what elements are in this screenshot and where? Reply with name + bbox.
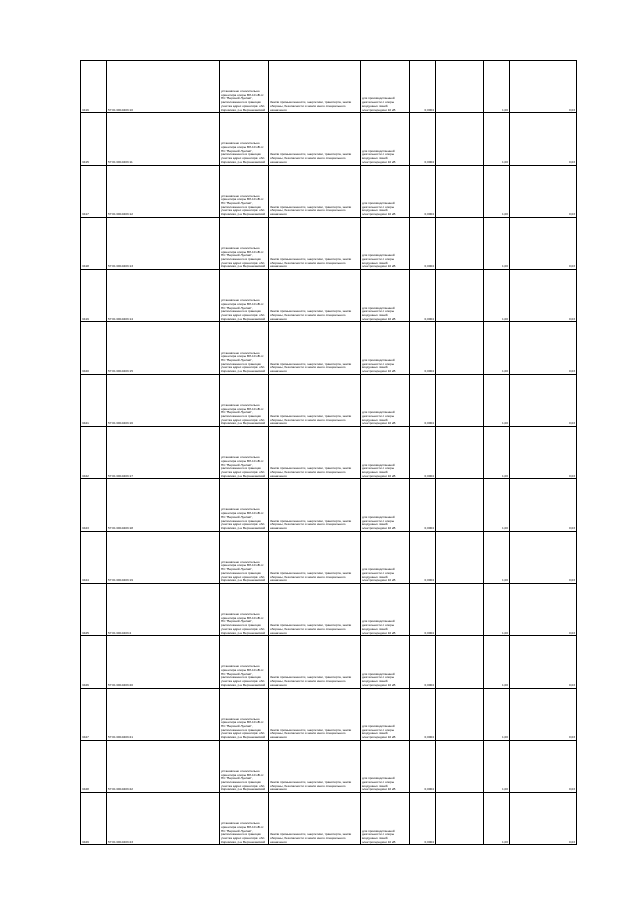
rate-value: 0,03	[510, 531, 577, 583]
table-row	[81, 583, 577, 635]
table-row	[81, 793, 577, 845]
rate-value: 0,03	[510, 583, 577, 635]
table-row	[81, 740, 577, 792]
rate-value: 0,03	[510, 427, 577, 479]
empty-cell	[436, 270, 484, 322]
table-row	[81, 322, 577, 374]
land-category: Земли промышленности, энергетики, транспорта, земли обороны, безопасности и земли иного специального назначения	[269, 217, 361, 269]
empty-cell	[436, 322, 484, 374]
plot-address: установлено относительно ориентира опоры ВЛ-10 кВ от ПС "Верхний Луклав", расположенного в границах участка адрес ориентира: обл. Кировская, р-н Верхнекамский	[220, 61, 269, 113]
empty-cell	[436, 583, 484, 635]
land-category: Земли промышленности, энергетики, транспорта, земли обороны, безопасности и земли иного специального назначения	[269, 531, 361, 583]
rate-value: 0,03	[510, 165, 577, 217]
empty-cell	[436, 740, 484, 792]
row-number: 3428	[81, 740, 107, 792]
plot-area: 0,0004	[410, 270, 436, 322]
empty-cell	[436, 688, 484, 740]
coefficient-value: 1,00	[484, 374, 510, 426]
table-row	[81, 688, 577, 740]
land-category: Земли промышленности, энергетики, транспорта, земли обороны, безопасности и земли иного специального назначения	[269, 374, 361, 426]
plot-area: 0,0004	[410, 427, 436, 479]
plot-address: установлено относительно ориентира опоры ВЛ-10 кВ от ПС "Верхний Луклав", расположенного в границах участка адрес ориентира: обл. Кировская, р-н Верхнекамский	[220, 688, 269, 740]
rate-value: 0,03	[510, 793, 577, 845]
rate-value: 0,03	[510, 688, 577, 740]
coefficient-value: 1,00	[484, 531, 510, 583]
land-category: Земли промышленности, энергетики, транспорта, земли обороны, безопасности и земли иного специального назначения	[269, 270, 361, 322]
land-category: Земли промышленности, энергетики, транспорта, земли обороны, безопасности и земли иного специального назначения	[269, 583, 361, 635]
empty-cell	[436, 636, 484, 688]
plot-area: 0,0004	[410, 165, 436, 217]
land-plots-table	[80, 60, 577, 845]
cadastral-number: 57:01:0010403:16	[107, 374, 220, 426]
plot-address: установлено относительно ориентира опоры ВЛ-10 кВ от ПС "Верхний Луклав", расположенного в границах участка адрес ориентира: обл. Кировская, р-н Верхнекамский	[220, 583, 269, 635]
row-number: 3418	[81, 217, 107, 269]
plot-area: 0,0004	[410, 113, 436, 165]
permitted-use: для производственной деятельности с опоры воздушных линий электропередачи 10 кВ	[361, 793, 410, 845]
row-number: 3424	[81, 531, 107, 583]
empty-cell	[436, 374, 484, 426]
permitted-use: для производственной деятельности с опоры воздушных линий электропередачи 10 кВ	[361, 479, 410, 531]
plot-address: установлено относительно ориентира опоры ВЛ-10 кВ от ПС "Верхний Луклав", расположенного в границах участка адрес ориентира: обл. Кировская, р-н Верхнекамский	[220, 374, 269, 426]
land-category: Земли промышленности, энергетики, транспорта, земли обороны, безопасности и земли иного специального назначения	[269, 688, 361, 740]
land-category: Земли промышленности, энергетики, транспорта, земли обороны, безопасности и земли иного специального назначения	[269, 113, 361, 165]
coefficient-value: 1,00	[484, 61, 510, 113]
empty-cell	[436, 165, 484, 217]
row-number: 3422	[81, 427, 107, 479]
cadastral-number: 57:01:0010403:10	[107, 61, 220, 113]
land-category: Земли промышленности, энергетики, транспорта, земли обороны, безопасности и земли иного специального назначения	[269, 61, 361, 113]
table-row	[81, 531, 577, 583]
permitted-use: для производственной деятельности с опоры воздушных линий электропередачи 10 кВ	[361, 531, 410, 583]
rate-value: 0,03	[510, 217, 577, 269]
plot-address: установлено относительно ориентира опоры ВЛ-10 кВ от ПС "Верхний Луклав", расположенного в границах участка адрес ориентира: обл. Кировская, р-н Верхнекамский	[220, 113, 269, 165]
rate-value: 0,03	[510, 270, 577, 322]
permitted-use: для производственной деятельности с опоры воздушных линий электропередачи 10 кВ	[361, 61, 410, 113]
empty-cell	[436, 793, 484, 845]
row-number: 3426	[81, 636, 107, 688]
row-number: 3417	[81, 165, 107, 217]
permitted-use: для производственной деятельности с опоры воздушных линий электропередачи 10 кВ	[361, 165, 410, 217]
cadastral-number: 57:01:0010403:2	[107, 583, 220, 635]
permitted-use: для производственной деятельности с опоры воздушных линий электропередачи 10 кВ	[361, 740, 410, 792]
table-row	[81, 113, 577, 165]
coefficient-value: 1,00	[484, 270, 510, 322]
table-body	[81, 61, 577, 845]
table-row	[81, 636, 577, 688]
plot-address: установлено относительно ориентира опоры ВЛ-10 кВ от ПС "Верхний Луклав", расположенного в границах участка адрес ориентира: обл. Кировская, р-н Верхнекамский	[220, 165, 269, 217]
coefficient-value: 1,00	[484, 113, 510, 165]
row-number: 3425	[81, 583, 107, 635]
coefficient-value: 1,00	[484, 322, 510, 374]
cadastral-number: 57:01:0010403:23	[107, 793, 220, 845]
table-row	[81, 165, 577, 217]
row-number: 3423	[81, 479, 107, 531]
rate-value: 0,03	[510, 61, 577, 113]
plot-address: установлено относительно ориентира опоры ВЛ-10 кВ от ПС "Верхний Луклав", расположенного в границах участка адрес ориентира: обл. Кировская, р-н Верхнекамский	[220, 217, 269, 269]
empty-cell	[436, 427, 484, 479]
cadastral-number: 57:01:0010403:14	[107, 270, 220, 322]
permitted-use: для производственной деятельности с опоры воздушных линий электропередачи 10 кВ	[361, 583, 410, 635]
coefficient-value: 1,00	[484, 740, 510, 792]
coefficient-value: 1,00	[484, 427, 510, 479]
plot-area: 0,0004	[410, 636, 436, 688]
plot-address: установлено относительно ориентира опоры ВЛ-10 кВ от ПС "Верхний Луклав", расположенного в границах участка адрес ориентира: обл. Кировская, р-н Верхнекамский	[220, 322, 269, 374]
plot-area: 0,0004	[410, 531, 436, 583]
land-category: Земли промышленности, энергетики, транспорта, земли обороны, безопасности и земли иного специального назначения	[269, 636, 361, 688]
permitted-use: для производственной деятельности с опоры воздушных линий электропередачи 10 кВ	[361, 374, 410, 426]
plot-area: 0,0004	[410, 688, 436, 740]
permitted-use: для производственной деятельности с опоры воздушных линий электропередачи 10 кВ	[361, 322, 410, 374]
coefficient-value: 1,00	[484, 479, 510, 531]
empty-cell	[436, 61, 484, 113]
cadastral-number: 57:01:0010403:17	[107, 427, 220, 479]
table-row	[81, 479, 577, 531]
rate-value: 0,03	[510, 740, 577, 792]
plot-address: установлено относительно ориентира опоры ВЛ-10 кВ от ПС "Верхний Луклав", расположенного в границах участка адрес ориентира: обл. Кировская, р-н Верхнекамский	[220, 740, 269, 792]
permitted-use: для производственной деятельности с опоры воздушных линий электропередачи 10 кВ	[361, 427, 410, 479]
permitted-use: для производственной деятельности с опоры воздушных линий электропередачи 10 кВ	[361, 217, 410, 269]
empty-cell	[436, 217, 484, 269]
land-category: Земли промышленности, энергетики, транспорта, земли обороны, безопасности и земли иного специального назначения	[269, 479, 361, 531]
table-row	[81, 217, 577, 269]
permitted-use: для производственной деятельности с опоры воздушных линий электропередачи 10 кВ	[361, 270, 410, 322]
plot-area: 0,0004	[410, 793, 436, 845]
row-number: 3420	[81, 322, 107, 374]
plot-address: установлено относительно ориентира опоры ВЛ-10 кВ от ПС "Верхний Луклав", расположенного в границах участка адрес ориентира: обл. Кировская, р-н Верхнекамский	[220, 479, 269, 531]
row-number: 3421	[81, 374, 107, 426]
empty-cell	[436, 479, 484, 531]
plot-address: установлено относительно ориентира опоры ВЛ-10 кВ от ПС "Верхний Луклав", расположенного в границах участка адрес ориентира: обл. Кировская, р-н Верхнекамский	[220, 270, 269, 322]
cadastral-number: 57:01:0010403:12	[107, 165, 220, 217]
plot-area: 0,0004	[410, 61, 436, 113]
permitted-use: для производственной деятельности с опоры воздушных линий электропередачи 10 кВ	[361, 636, 410, 688]
coefficient-value: 1,00	[484, 583, 510, 635]
plot-area: 0,0004	[410, 322, 436, 374]
plot-address: установлено относительно ориентира опоры ВЛ-10 кВ от ПС "Верхний Луклав", расположенного в границах участка адрес ориентира: обл. Кировская, р-н Верхнекамский	[220, 531, 269, 583]
plot-area: 0,0004	[410, 374, 436, 426]
cadastral-number: 57:01:0010403:13	[107, 217, 220, 269]
rate-value: 0,03	[510, 374, 577, 426]
cadastral-number: 57:01:0010403:19	[107, 531, 220, 583]
cadastral-number: 57:01:0010403:18	[107, 479, 220, 531]
cadastral-number: 57:01:0010403:11	[107, 113, 220, 165]
cadastral-number: 57:01:0010403:15	[107, 322, 220, 374]
coefficient-value: 1,00	[484, 165, 510, 217]
coefficient-value: 1,00	[484, 793, 510, 845]
row-number: 3427	[81, 688, 107, 740]
coefficient-value: 1,00	[484, 217, 510, 269]
empty-cell	[436, 531, 484, 583]
permitted-use: для производственной деятельности с опоры воздушных линий электропередачи 10 кВ	[361, 688, 410, 740]
land-category: Земли промышленности, энергетики, транспорта, земли обороны, безопасности и земли иного специального назначения	[269, 427, 361, 479]
cadastral-number: 57:01:0010403:22	[107, 740, 220, 792]
rate-value: 0,03	[510, 636, 577, 688]
rate-value: 0,03	[510, 322, 577, 374]
rate-value: 0,03	[510, 479, 577, 531]
plot-area: 0,0004	[410, 740, 436, 792]
plot-area: 0,0004	[410, 217, 436, 269]
plot-address: установлено относительно ориентира опоры ВЛ-10 кВ от ПС "Верхний Луклав", расположенного в границах участка адрес ориентира: обл. Кировская, р-н Верхнекамский	[220, 427, 269, 479]
table-row	[81, 61, 577, 113]
land-category: Земли промышленности, энергетики, транспорта, земли обороны, безопасности и земли иного специального назначения	[269, 793, 361, 845]
row-number: 3429	[81, 793, 107, 845]
empty-cell	[436, 113, 484, 165]
land-category: Земли промышленности, энергетики, транспорта, земли обороны, безопасности и земли иного специального назначения	[269, 322, 361, 374]
row-number: 3415	[81, 113, 107, 165]
cadastral-number: 57:01:0010403:21	[107, 688, 220, 740]
plot-address: установлено относительно ориентира опоры ВЛ-10 кВ от ПС "Верхний Луклав", расположенного в границах участка адрес ориентира: обл. Кировская, р-н Верхнекамский	[220, 636, 269, 688]
row-number: 3416	[81, 61, 107, 113]
table-row	[81, 427, 577, 479]
coefficient-value: 1,00	[484, 688, 510, 740]
coefficient-value: 1,00	[484, 636, 510, 688]
cadastral-number: 57:01:0010403:20	[107, 636, 220, 688]
land-category: Земли промышленности, энергетики, транспорта, земли обороны, безопасности и земли иного специального назначения	[269, 740, 361, 792]
land-category: Земли промышленности, энергетики, транспорта, земли обороны, безопасности и земли иного специального назначения	[269, 165, 361, 217]
plot-address: установлено относительно ориентира опоры ВЛ-10 кВ от ПС "Верхний Луклав", расположенного в границах участка адрес ориентира: обл. Кировская, р-н Верхнекамский	[220, 793, 269, 845]
table-row	[81, 270, 577, 322]
table-row	[81, 374, 577, 426]
permitted-use: для производственной деятельности с опоры воздушных линий электропередачи 10 кВ	[361, 113, 410, 165]
plot-area: 0,0004	[410, 583, 436, 635]
plot-area: 0,0004	[410, 479, 436, 531]
row-number: 3419	[81, 270, 107, 322]
rate-value: 0,03	[510, 113, 577, 165]
